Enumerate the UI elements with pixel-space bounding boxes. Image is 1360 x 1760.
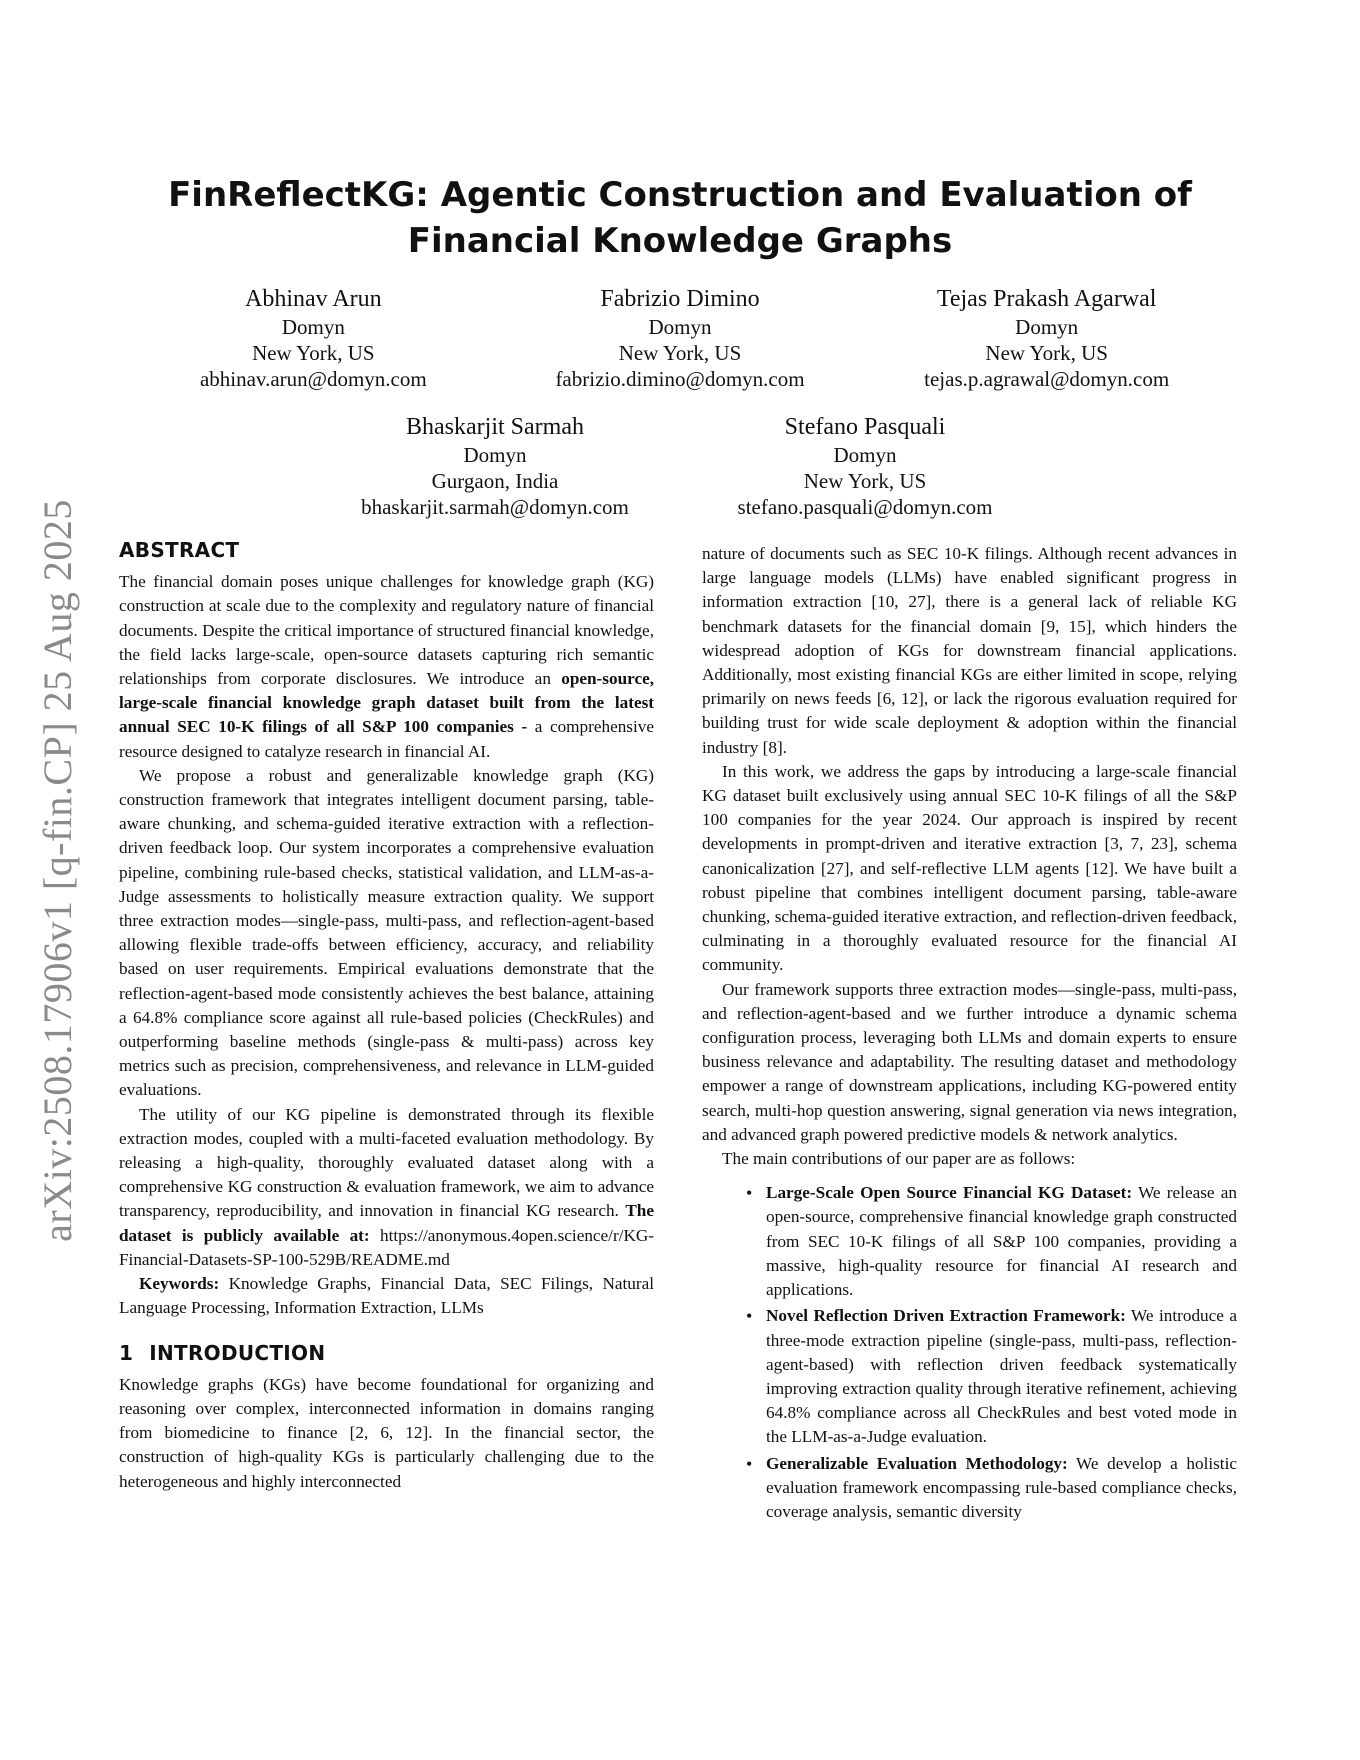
author-name: Bhaskarjit Sarmah: [406, 414, 584, 440]
abstract-emphasis: open-source, large-scale financial knowledge graph dataset built from the latest annual SEC 10-K filings of all S&P 100 companies -: [119, 669, 654, 737]
dataset-link[interactable]: https://anonymous.4open.science/r/KG-Financial-Datasets-SP-100-529B/README.md: [119, 1225, 654, 1269]
author-location: Gurgaon, India: [431, 469, 559, 493]
section-title: INTRODUCTION: [149, 1340, 326, 1365]
right-column: [702, 542, 1237, 1526]
paper-title: FinReflectKG: Agentic Construction and Evaluation of Financial Knowledge Graphs: [168, 175, 1192, 261]
author-location: New York, US: [252, 341, 375, 365]
author-location: New York, US: [985, 341, 1108, 365]
left-column: [119, 538, 654, 1494]
keywords: [119, 1272, 654, 1320]
author-affiliation: Domyn: [833, 443, 897, 467]
abstract-paragraph: [119, 570, 654, 764]
author-location: New York, US: [618, 341, 742, 365]
section-number: 1: [119, 1340, 134, 1365]
abstract-text: The utility of our KG pipeline is demonstrated through its flexible extraction modes, coupled with a multi-faceted evaluation methodology. By releasing a high-quality, thoroughly evaluated dataset along with a comprehensive KG construction & evaluation framework, we aim to advance transparency, reproducibility, and innovation in financial KG research.: [119, 1104, 654, 1221]
abstract-text: a comprehensive resource designed to catalyze research in financial AI.: [119, 717, 654, 761]
author-email: fabrizio.dimino@domyn.com: [555, 367, 805, 391]
list-item: [766, 1452, 1237, 1525]
intro-paragraph: Knowledge graphs (KGs) have become foundational for organizing and reasoning over complex, interconnected information in domains ranging from biomedicine to finance [2, 6, 12]. In the financial sector, the construction of high-quality KGs is particularly challenging due to the heterogeneous and highly interconnected: [119, 1374, 654, 1491]
author-block: [310, 412, 680, 520]
intro-paragraph: Our framework supports three extraction modes—single-pass, multi-pass, and reflection-agent-based and we further introduce a dynamic schema configuration process, leveraging both LLMs and domain experts to ensure business relevance and adaptability. The resulting dataset and methodology empower a range of downstream applications, including KG-powered entity search, multi-hop question answering, signal generation via news integration, and advanced graph powered predictive models & network analytics.: [702, 979, 1237, 1144]
abstract-text: The financial domain poses unique challenges for knowledge graph (KG) construction at scale due to the complexity and regulatory nature of financial documents. Despite the critical importance of structured financial knowledge, the field lacks large-scale, open-source datasets capturing rich semantic relationships from corporate disclosures. We introduce an: [119, 572, 654, 689]
author-name: Abhinav Arun: [245, 286, 382, 312]
contributions-list: [702, 1181, 1237, 1524]
list-item: [766, 1181, 1237, 1302]
abstract-paragraph: We propose a robust and generalizable knowledge graph (KG) construction framework that integrates intelligent document parsing, table-aware chunking, and schema-guided iterative extraction with a reflection-driven feedback loop. Our system incorporates a comprehensive evaluation pipeline, combining rule-based checks, statistical validation, and LLM-as-a-Judge assessments to holistically measure extraction quality. We support three extraction modes—single-pass, multi-pass, and reflection-agent-based allowing flexible trade-offs between efficiency, accuracy, and reliability based on user requirements. Empirical evaluations demonstrate that the reflection-agent-based mode consistently achieves the best balance, attaining a 64.8% compliance score against all rule-based policies (CheckRules) and outperforming baseline methods (single-pass & multi-pass) across key metrics such as precision, comprehensiveness, and relevance in LLM-guided evaluations.: [119, 765, 654, 1100]
intro-paragraph: The main contributions of our paper are as follows:: [722, 1149, 1076, 1169]
intro-paragraph: In this work, we address the gaps by introducing a large-scale financial KG dataset built exclusively using annual SEC 10-K filings of all the S&P 100 companies for the year 2024. Our approach is inspired by recent developments in prompt-driven and iterative extraction [3, 7, 23], schema canonicalization [27], and self-reflective LLM agents [12]. We have built a robust pipeline that combines intelligent document parsing, table-aware chunking, schema-guided iterative extraction, and reflection-driven feedback, culminating in a thoroughly evaluated resource for the financial AI community.: [702, 761, 1237, 975]
abstract-paragraph: [119, 1103, 654, 1272]
author-name: Fabrizio Dimino: [600, 286, 760, 312]
author-name: Tejas Prakash Agarwal: [936, 286, 1157, 312]
intro-heading: [119, 1341, 654, 1365]
author-name: Stefano Pasquali: [784, 414, 946, 440]
author-email: bhaskarjit.sarmah@domyn.com: [361, 495, 629, 519]
contribution-text: We develop a holistic evaluation framework encompassing rule-based compliance checks, coverage analysis, semantic diversity: [766, 1453, 1237, 1521]
contribution-text: We introduce a three-mode extraction pipeline (single-pass, multi-pass, reflection-agent-based) with reflection driven feedback systematically improving extraction quality through iterative refinement, achieving 64.8% compliance across all CheckRules and best voted mode in the LLM-as-a-Judge evaluation.: [766, 1306, 1238, 1447]
author-affiliation: Domyn: [281, 315, 345, 339]
list-item: [766, 1304, 1237, 1449]
keywords-list: Knowledge Graphs, Financial Data, SEC Filings, Natural Language Processing, Information Extraction, LLMs: [119, 1274, 654, 1318]
author-row-1: [130, 284, 1230, 392]
contribution-title: Large-Scale Open Source Financial KG Dataset:: [766, 1183, 1133, 1203]
author-block: [497, 284, 864, 392]
author-email: abhinav.arun@domyn.com: [199, 367, 427, 391]
abstract-heading: ABSTRACT: [119, 538, 240, 562]
author-email: tejas.p.agrawal@domyn.com: [924, 367, 1170, 391]
author-row-2: [310, 412, 1050, 520]
author-affiliation: Domyn: [463, 443, 527, 467]
author-block: [680, 412, 1050, 520]
arxiv-identifier: arXiv:2508.17906v1 [q-fin.CP] 25 Aug 2025: [34, 498, 80, 1242]
contribution-title: Generalizable Evaluation Methodology:: [766, 1453, 1068, 1473]
contribution-title: Novel Reflection Driven Extraction Framework:: [766, 1306, 1126, 1326]
author-block: [130, 284, 497, 392]
keywords-label: Keywords:: [139, 1274, 220, 1294]
author-block: [863, 284, 1230, 392]
abstract-emphasis: The dataset is publicly available at:: [119, 1201, 654, 1245]
contribution-text: We release an open-source, comprehensive financial knowledge graph constructed from SEC 10-K filings of all S&P 100 companies, providing a massive, high-quality resource for financial AI research and applications.: [766, 1183, 1237, 1300]
arxiv-sidebar: [22, 460, 92, 1280]
author-affiliation: Domyn: [1015, 315, 1079, 339]
author-affiliation: Domyn: [648, 315, 712, 339]
intro-paragraph: nature of documents such as SEC 10-K filings. Although recent advances in large language models (LLMs) have enabled significant progress in information extraction [10, 27], there is a general lack of reliable KG benchmark datasets for the financial domain [9, 15], which hinders the widespread adoption of KGs for downstream financial applications. Additionally, most existing financial KGs are either limited in scope, relying primarily on news feeds [6, 12], or lack the rigorous evaluation required for building trust for wide scale deployment & adoption within the financial industry [8].: [702, 544, 1237, 757]
author-email: stefano.pasquali@domyn.com: [737, 495, 993, 519]
author-location: New York, US: [803, 469, 927, 493]
